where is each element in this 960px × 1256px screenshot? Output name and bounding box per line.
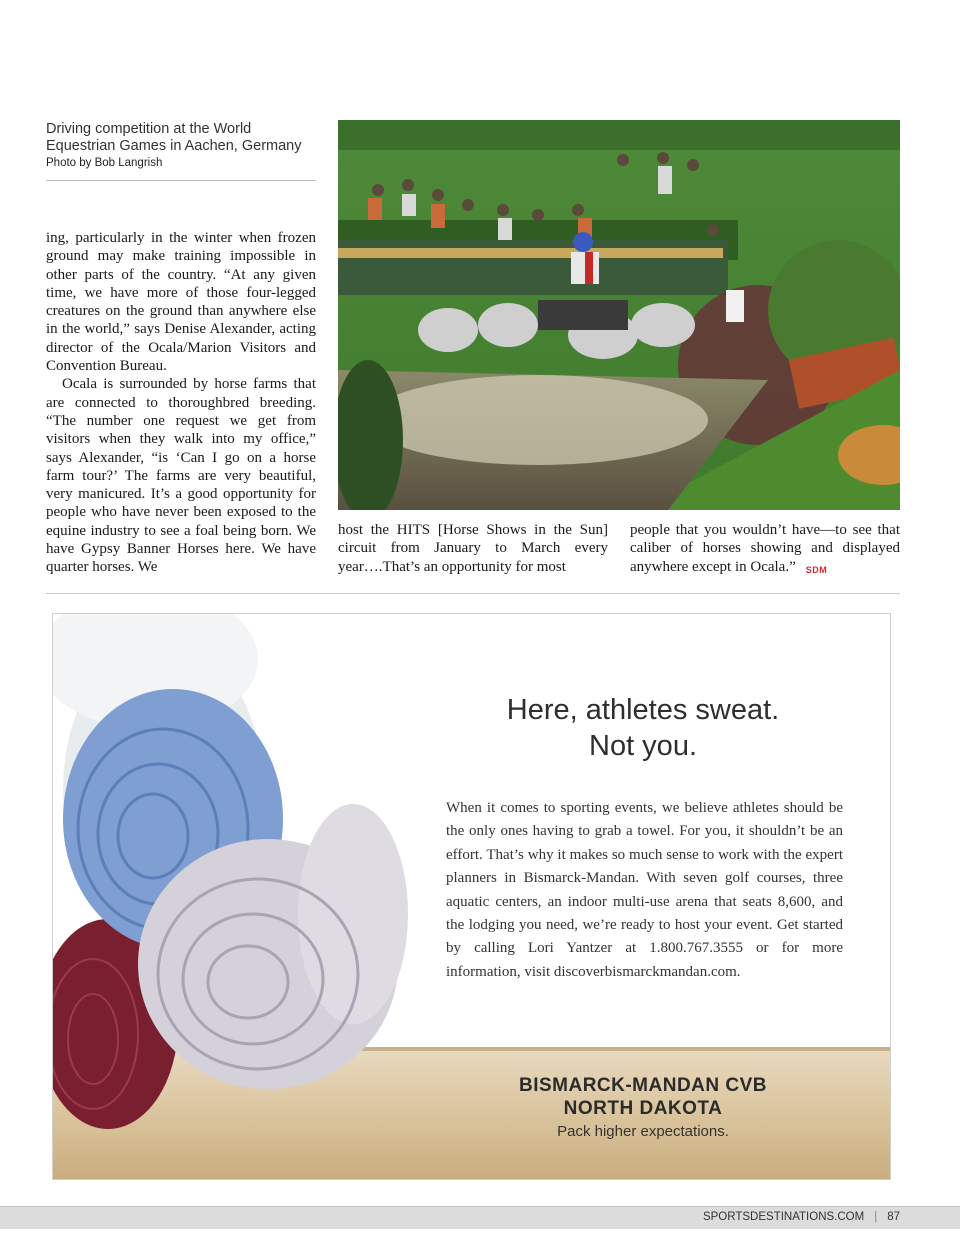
ad-headline-line-1: Here, athletes sweat. [506, 694, 780, 726]
article-paragraph [630, 521, 900, 579]
ad-body-copy: When it comes to sporting events, we believe athletes should be the only ones having to grab a towel. For you, it shouldn’t be an effort. That’s why it makes so much sense to work with the expert planners in Bismarck-Mandan. With seven golf courses, three aquatic centers, an indoor multi-use arena that seats 8,600, and the lodging you need, we’re ready to host your event. Get started by calling Lori Yantzer at 1.800.767.3555 or for more information, visit discoverbismarckmandan.com. [446, 800, 843, 980]
ad-tagline: Pack higher expectations. [557, 1123, 729, 1140]
article-closing-text: people that you wouldn’t have—to see that caliber of horses showing and displayed anywhere except in Ocala.” [630, 522, 900, 575]
caption-text: Driving competition at the World Equestrian Games in Aachen, Germany [46, 121, 302, 154]
article-column-1 [46, 229, 316, 577]
article-column-2 [338, 521, 608, 576]
article-paragraph: host the HITS [Horse Shows in the Sun] circuit from January to March every year….That’s an opportunity for most [338, 522, 608, 575]
sdm-end-mark: SDM [805, 564, 828, 575]
carriage-driving-photo [338, 120, 900, 510]
page-footer [703, 1209, 900, 1225]
photo-credit: Photo by Bob Langrish [46, 157, 163, 169]
ad-headline [433, 692, 853, 764]
article-column-3 [630, 521, 900, 579]
page-number: 87 [887, 1211, 900, 1223]
bismarck-mandan-advertisement [52, 613, 891, 1180]
section-divider [46, 593, 900, 594]
photo-caption [46, 121, 316, 171]
footer-separator: | [874, 1211, 878, 1223]
ad-brand-block [433, 1074, 853, 1144]
caption-divider [46, 180, 316, 181]
ad-headline-line-2: Not you. [589, 730, 697, 762]
ad-brand-name: BISMARCK-MANDAN CVB [518, 1075, 768, 1096]
ad-brand-state: NORTH DAKOTA [563, 1098, 723, 1119]
footer-site: SPORTSDESTINATIONS.COM [702, 1211, 865, 1223]
article-paragraph: ing, particularly in the winter when frozen ground may make training impossible in other parts of the country. “At any given time, we have more of those four-legged creatures on the ground than anywhere else in the world,” says Denise Alexander, acting director of the Ocala/Marion Visitors and Convention Bureau. [46, 230, 316, 375]
article-paragraph: Ocala is surrounded by horse farms that are connected to thoroughbred breeding. “The number one request we get from visitors when they walk into my office,” says Alexander, “is ‘Can I go on a horse farm tour?’ The farms are very beautiful, very manicured. It’s a good opportunity for people who have never been exposed to the equine industry to see a foal being born. We have Gypsy Banner Horses here. We have quarter horses. We [46, 376, 316, 576]
